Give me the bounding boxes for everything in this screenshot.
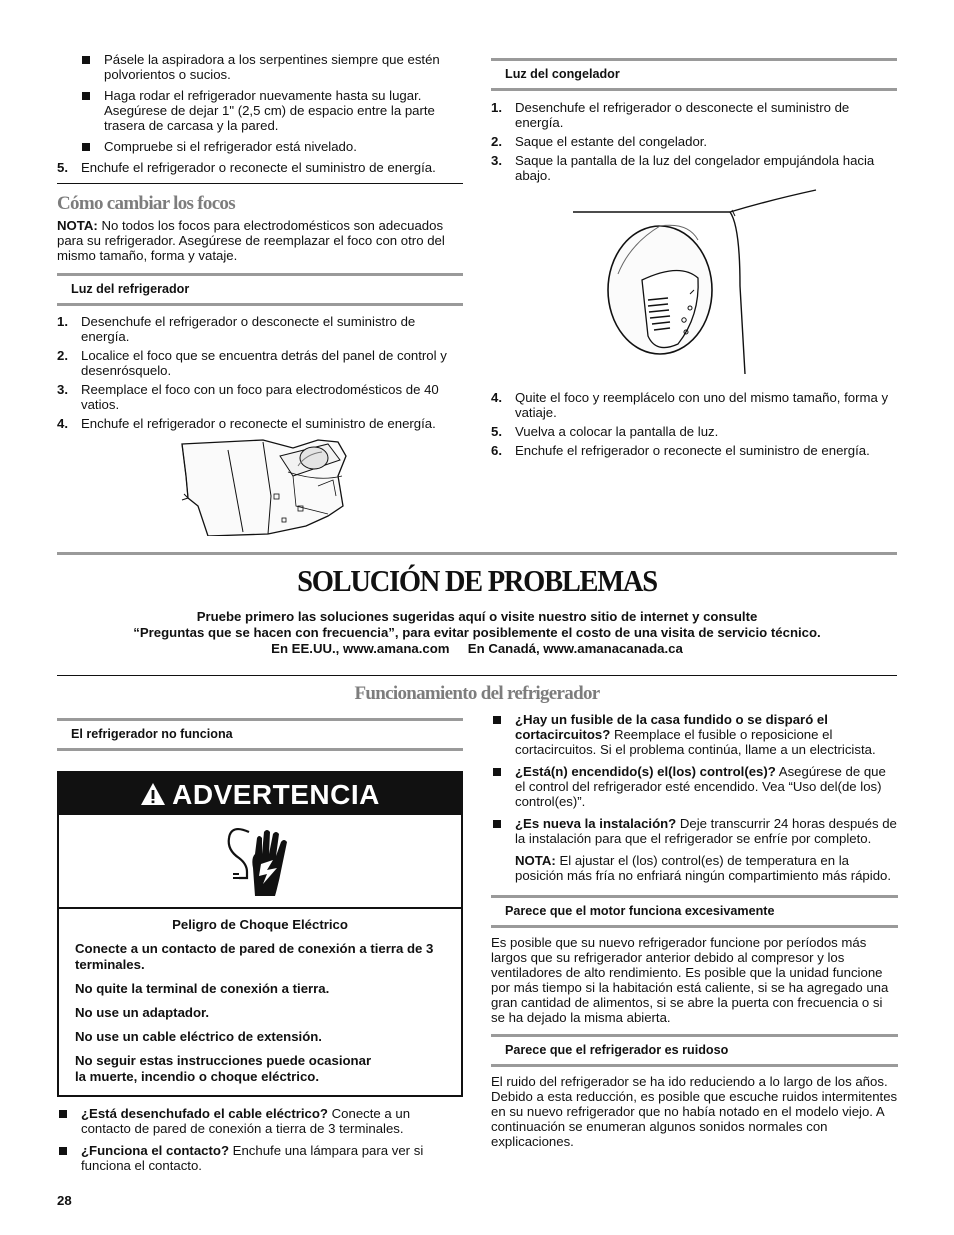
freezer-light-illustration <box>570 186 820 376</box>
list-item: 3. Reemplace el foco con un foco para electrodomésticos de 40 vatios. <box>57 382 439 412</box>
list-item: ¿Está(n) encendido(s) el(los) control(es)? Asegúrese de que el control del refrigerador esté encendido. Vea “Uso del(de los) control(es)”. <box>491 764 898 809</box>
list-item: 4. Quite el foco y reemplácelo con uno del mismo tamaño, forma y vatiaje. <box>491 390 889 420</box>
divider <box>57 675 897 676</box>
list-item: 6. Enchufe el refrigerador o reconecte el suministro de energía. <box>491 443 870 458</box>
list-item: Haga rodar el refrigerador nuevamente hasta su lugar. Asegúrese de dejar 1" (2,5 cm) de espacio entre la parte trasera de carcasa y la pared. <box>57 88 463 133</box>
list-item: Compruebe si el refrigerador está nivelado. <box>57 139 463 154</box>
list-item: ¿Es nueva la instalación? Deje transcurrir 24 horas después de la instalación para que el refrigerador se enfríe por completo. <box>491 816 898 846</box>
warning-line: No quite la terminal de conexión a tierra. <box>75 981 330 996</box>
list-item: 1. Desenchufe el refrigerador o desconecte el suministro de energía. <box>491 100 850 130</box>
list-item: 2. Saque el estante del congelador. <box>491 134 708 149</box>
subsection-header: El refrigerador no funciona <box>57 718 463 751</box>
warning-triangle-icon <box>140 782 166 806</box>
warning-line: No use un cable eléctrico de extensión. <box>75 1029 322 1044</box>
warning-label: ADVERTENCIA <box>172 778 380 810</box>
list-item: ¿Funciona el contacto? Enchufe una lámpara para ver si funciona el contacto. <box>57 1143 463 1173</box>
note: NOTA: El ajustar el (los) control(es) de temperatura en la posición más fría no enfriará ningún compartimiento más rápido. <box>515 853 892 883</box>
note: NOTA: No todos los focos para electrodomésticos son adecuados para su refrigerador. Asegúrese de reemplazar el foco con otro del mismo tamaño, forma y vataje. <box>57 218 445 263</box>
list-item: 1. Desenchufe el refrigerador o desconecte el suministro de energía. <box>57 314 416 344</box>
fridge-light-steps <box>57 314 463 431</box>
freezer-light-steps-b <box>491 390 897 458</box>
warning-icon-area <box>59 815 461 909</box>
warning-box <box>57 771 463 1097</box>
section-divider <box>57 552 897 555</box>
intro-line: Pruebe primero las soluciones sugeridas aquí o visite nuestro sitio de internet y consulte <box>196 609 758 624</box>
subsection-header: Luz del refrigerador <box>57 273 463 306</box>
list-item: ¿Hay un fusible de la casa fundido o se disparó el cortacircuitos? Reemplace el fusible o reposicione el cortacircuitos. Si el problema continúa, llame a un electricista. <box>491 712 898 757</box>
section-heading: Funcionamiento del refrigerador <box>354 683 600 704</box>
paragraph: Es posible que su nuevo refrigerador funcione por períodos más largos que su refrigerador anterior debido al compresor y los ventiladores de alto rendimiento. Es posible que la unidad funcione por más tiempo si la habitación está caliente, si se ha agregado una gran cantidad de alimentos, si se abre la puerta con frecuencia o si se ha dejado la misma abierta. <box>491 935 889 1025</box>
warning-line: Conecte a un contacto de pared de conexión a tierra de 3 terminales. <box>75 941 434 972</box>
paragraph: El ruido del refrigerador se ha ido reduciendo a lo largo de los años. Debido a esta reducción, es posible que escuche ruidos intermitentes en su nuevo refrigerador que no había notado en el modelo viejo. A continuación se enumeran algunos sonidos normales con explicaciones. <box>491 1074 898 1149</box>
right-top-column <box>491 58 897 183</box>
page-number: 28 <box>57 1193 72 1208</box>
right-bottom-column <box>491 712 898 1149</box>
checks-left <box>57 1106 463 1173</box>
fridge-light-illustration <box>168 436 358 536</box>
list-item: 5. Vuelva a colocar la pantalla de luz. <box>491 424 719 439</box>
left-top-column <box>57 52 463 431</box>
subsection-header: Luz del congelador <box>491 58 897 91</box>
list-item: Pásele la aspiradora a los serpentines siempre que estén polvorientos o sucios. <box>57 52 463 82</box>
hazard-title: Peligro de Choque Eléctrico <box>172 917 348 932</box>
intro-line: En EE.UU., www.amana.com En Canadá, www.amanacanada.ca <box>271 641 683 656</box>
list-item: 3. Saque la pantalla de la luz del congelador empujándola hacia abajo. <box>491 153 875 183</box>
warning-text <box>59 909 461 1095</box>
warning-line: No use un adaptador. <box>75 1005 210 1020</box>
warning-line: No seguir estas instrucciones puede ocasionar la muerte, incendio o choque eléctrico. <box>75 1053 372 1084</box>
left-bottom-column <box>57 718 463 1173</box>
divider <box>57 183 463 184</box>
list-item: 5. Enchufe el refrigerador o reconecte el suministro de energía. <box>57 160 436 175</box>
list-item: ¿Está desenchufado el cable eléctrico? Conecte a un contacto de pared de conexión a tierra de 3 terminales. <box>57 1106 463 1136</box>
intro-text <box>57 609 897 657</box>
intro-line: “Preguntas que se hacen con frecuencia”, para evitar posiblemente el costo de una visita de servicio técnico. <box>133 625 821 640</box>
warning-banner <box>59 773 461 815</box>
electric-shock-hand-icon <box>225 824 295 898</box>
page-title: SOLUCIÓN DE PROBLEMAS <box>297 563 657 598</box>
freezer-light-steps-a <box>491 100 897 183</box>
list-item: 4. Enchufe el refrigerador o reconecte el suministro de energía. <box>57 416 436 431</box>
subsection-header: Parece que el refrigerador es ruidoso <box>491 1034 898 1067</box>
subsection-header: Parece que el motor funciona excesivamente <box>491 895 898 928</box>
list-item: 2. Localice el foco que se encuentra detrás del panel de control y desenrósquelo. <box>57 348 447 378</box>
section-heading: Cómo cambiar los focos <box>57 193 235 214</box>
